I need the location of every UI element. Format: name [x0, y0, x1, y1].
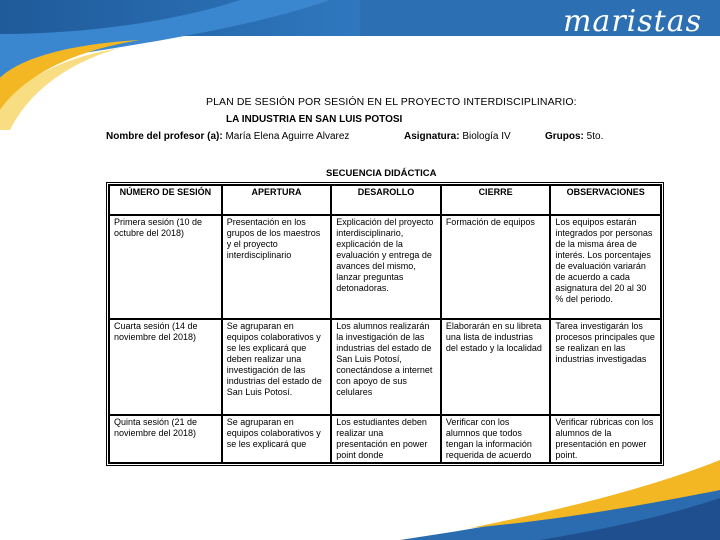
cell-desarrollo: Los estudiantes deben realizar una presentación en power point donde: [331, 415, 441, 463]
cell-session: Cuarta sesión (14 de noviembre del 2018): [109, 319, 222, 415]
cell-cierre: Verificar con los alumnos que todos tengan la información requerida de acuerdo: [441, 415, 551, 463]
cell-apertura: Se agruparan en equipos colaborativos y se les explicará que deben realizar una investigación de las industrias del estado de San Luis Potosí.: [222, 319, 332, 415]
table-row: [109, 215, 661, 319]
cell-desarrollo: Los alumnos realizarán la investigación de las industrias del estado de San Luis Potosí, conectándose a internet con apoyo de sus celulares: [331, 319, 441, 415]
subject-line: [404, 131, 511, 142]
cell-observaciones: Verificar rúbricas con los alumnos de la presentación en power point.: [550, 415, 661, 463]
cell-session: Quinta sesión (21 de noviembre del 2018): [109, 415, 222, 463]
groups-line: [545, 131, 603, 142]
cell-desarrollo: Explicación del proyecto interdisciplinario, explicación de la evaluación y entrega de avances del mismo, lanzar preguntas detonadoras.: [331, 215, 441, 319]
sequence-table: [106, 182, 664, 466]
teacher-line: [106, 131, 349, 142]
header-observaciones: OBSERVACIONES: [550, 185, 661, 215]
sequence-title: SECUENCIA DIDÁCTICA: [326, 168, 437, 179]
maristas-logo: maristas: [562, 4, 702, 39]
teacher-value: María Elena Aguirre Alvarez: [225, 131, 350, 142]
header-apertura: APERTURA: [222, 185, 332, 215]
document-subtitle: LA INDUSTRIA EN SAN LUIS POTOSI: [226, 114, 403, 125]
table-header-row: [109, 185, 661, 215]
groups-label: Grupos:: [545, 131, 584, 142]
table-row: [109, 319, 661, 415]
cell-apertura: Se agruparan en equipos colaborativos y se les explicará que: [222, 415, 332, 463]
subject-label: Asignatura:: [404, 131, 460, 142]
header-cierre: CIERRE: [441, 185, 551, 215]
cell-cierre: Elaborarán en su libreta una lista de industrias del estado y la localidad: [441, 319, 551, 415]
cell-cierre: Formación de equipos: [441, 215, 551, 319]
teacher-label: Nombre del profesor (a):: [106, 131, 223, 142]
cell-observaciones: Tarea investigarán los procesos principales que se realizan en las industrias investigadas: [550, 319, 661, 415]
subject-value: Biología IV: [462, 131, 511, 142]
cell-apertura: Presentación en los grupos de los maestros y el proyecto interdisciplinario: [222, 215, 332, 319]
groups-value: 5to.: [586, 131, 604, 142]
header-session: NÚMERO DE SESIÓN: [109, 185, 222, 215]
document-title: PLAN DE SESIÓN POR SESIÓN EN EL PROYECTO INTERDISCIPLINARIO:: [206, 96, 577, 108]
header-desarrollo: DESAROLLO: [331, 185, 441, 215]
table-row: [109, 415, 661, 463]
cell-observaciones: Los equipos estarán integrados por personas de la misma área de interés. Los porcentajes de evaluación variarán de acuerdo a cada asignatura del 20 al 30 % del periodo.: [550, 215, 661, 319]
cell-session: Primera sesión (10 de octubre del 2018): [109, 215, 222, 319]
